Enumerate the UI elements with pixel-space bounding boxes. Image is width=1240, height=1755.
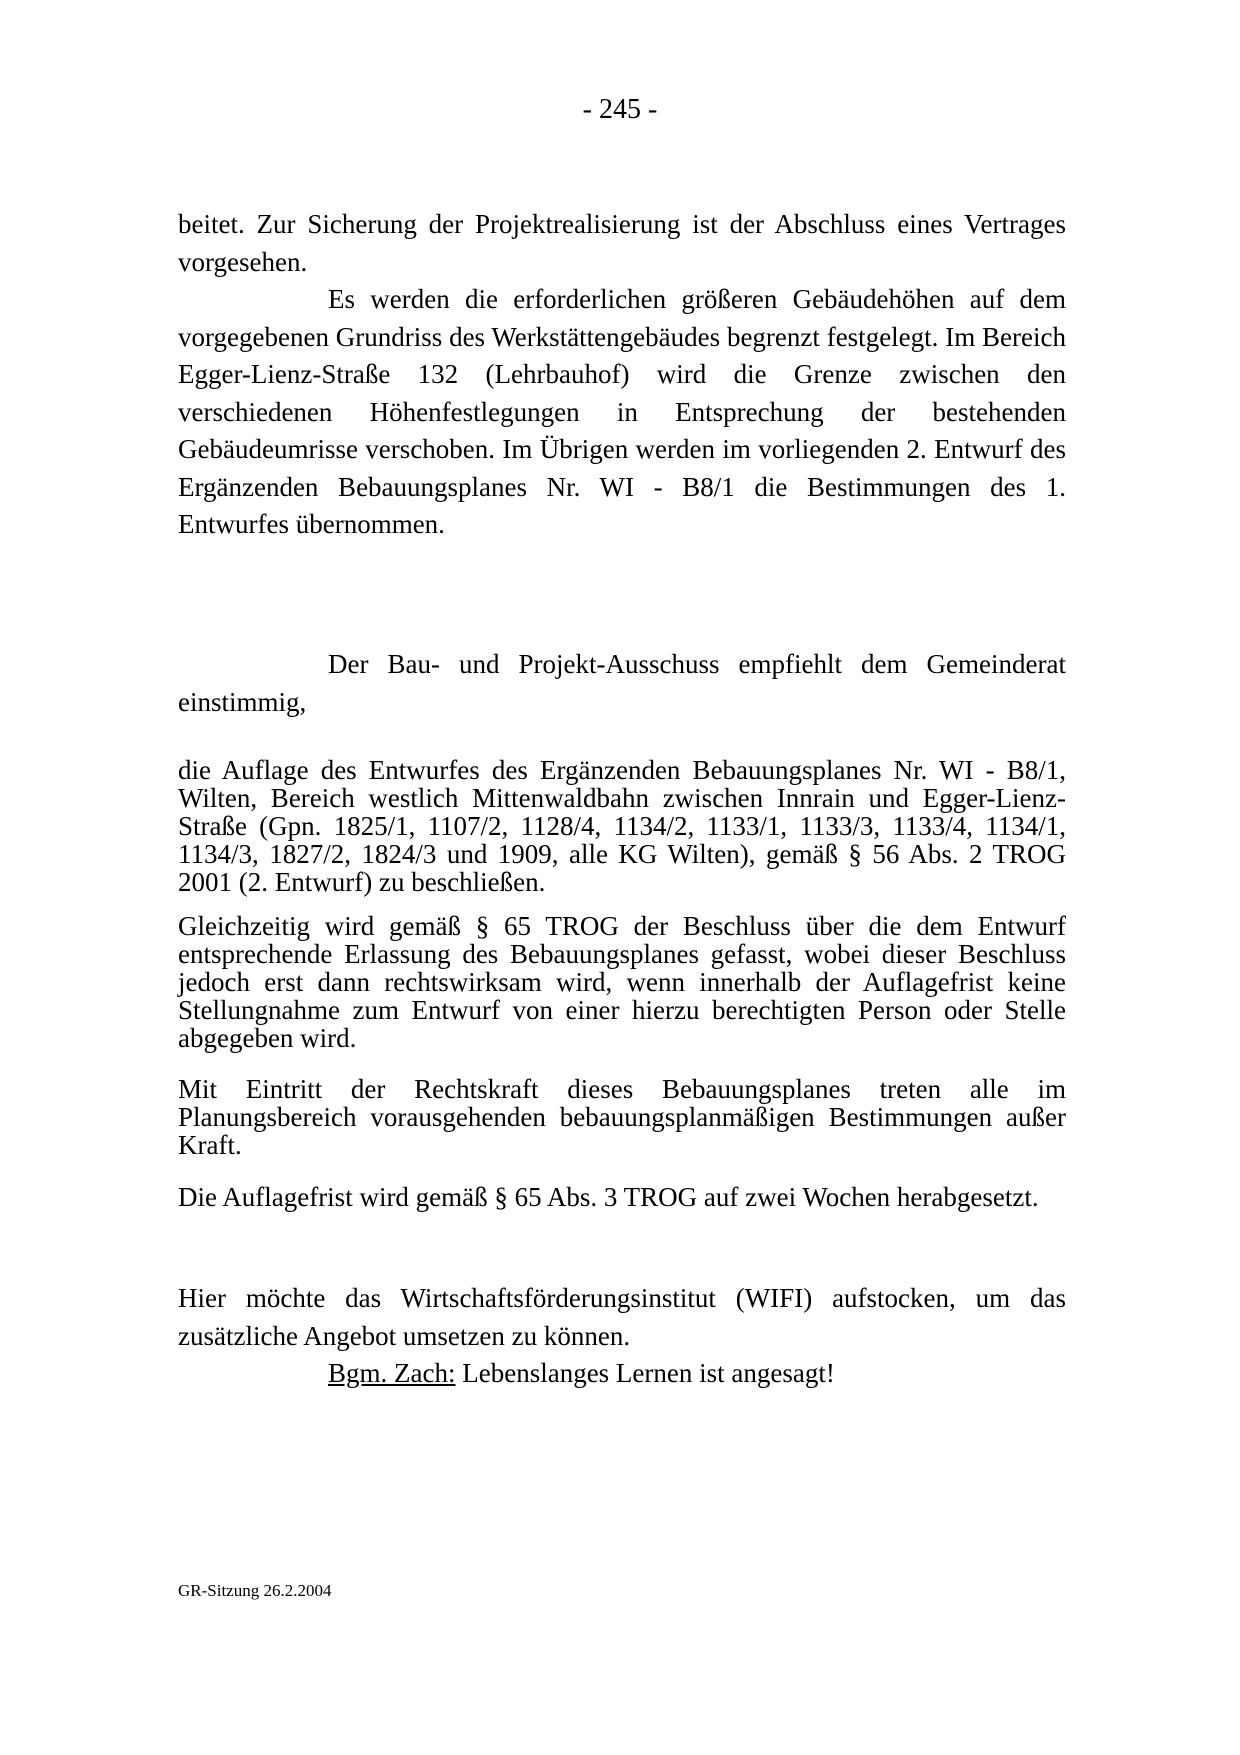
recommendation-text: Der Bau- und Projekt-Ausschuss empfiehlt dem Gemeinderat einstimmig, [178,649,1066,717]
motion-3-text: Mit Eintritt der Rechtskraft dieses Bebauungsplanes treten alle im Planungsbereich vorausgehenden bebauungsplanmäßigen Bestimmungen außer Kraft. [178,1074,1066,1160]
paragraph-heights-text: Es werden die erforderlichen größeren Gebäudehöhen auf dem vorgegebenen Grundriss des Werkstättengebäudes begrenzt festgelegt. Im Bereich Egger-Lienz-Straße 132 (Lehrbauhof) wird die Grenze zwischen den verschiedenen Höhenfestlegungen in Entsprechung der bestehenden Gebäudeumrisse verschoben. Im Übrigen werden im vorliegenden 2. Entwurf des Ergänzenden Bebauungsplanes Nr. WI - B8/1 die Bestimmungen des 1. Entwurfes übernommen. [178,284,1066,539]
intro-paragraph [178,206,1066,281]
motion-4-text: Die Auflagefrist wird gemäß § 65 Abs. 3 TROG auf zwei Wochen herabgesetzt. [178,1182,1039,1212]
motion-paragraph-4 [178,1183,1066,1211]
paragraph-heights [178,281,1066,544]
motion-1-text: die Auflage des Entwurfes des Ergänzenden Bebauungsplanes Nr. WI - B8/1, Wilten, Bereich westlich Mittenwaldbahn zwischen Innrain und Egger-Lienz-Straße (Gpn. 1825/1, 1107/2, 1128/4, 1134/2, 1133/1, 1133/3, 1133/4, 1134/1, 1134/3, 1827/2, 1824/3 und 1909, alle KG Wilten), gemäß § 56 Abs. 2 TROG 2001 (2. Entwurf) zu beschließen. [178,755,1066,897]
speaker-remark: Lebenslanges Lernen ist angesagt! [455,1358,835,1388]
page-number: - 245 - [582,94,658,125]
closing-text: Hier möchte das Wirtschaftsförderungsinstitut (WIFI) aufstocken, um das zusätzliche Angebot umsetzen zu können. [178,1283,1066,1351]
footer-session: GR-Sitzung 26.2.2004 [178,1581,332,1600]
intro-text: beitet. Zur Sicherung der Projektrealisierung ist der Abschluss eines Vertrages vorgesehen. [178,209,1066,277]
speaker-line [178,1355,1066,1393]
motion-2-text: Gleichzeitig wird gemäß § 65 TROG der Beschluss über die dem Entwurf entsprechende Erlassung des Bebauungsplanes gefasst, wobei dieser Beschluss jedoch erst dann rechtswirksam wird, wenn innerhalb der Auflagefrist keine Stellungnahme zum Entwurf von einer hierzu berechtigten Person oder Stelle abgegeben wird. [178,911,1066,1053]
motion-paragraph-3 [178,1075,1066,1159]
motion-paragraph-1 [178,756,1066,896]
recommendation-paragraph [178,646,1066,721]
closing-paragraph [178,1280,1066,1393]
speaker-name: Bgm. Zach: [328,1358,456,1388]
motion-paragraph-2 [178,912,1066,1052]
